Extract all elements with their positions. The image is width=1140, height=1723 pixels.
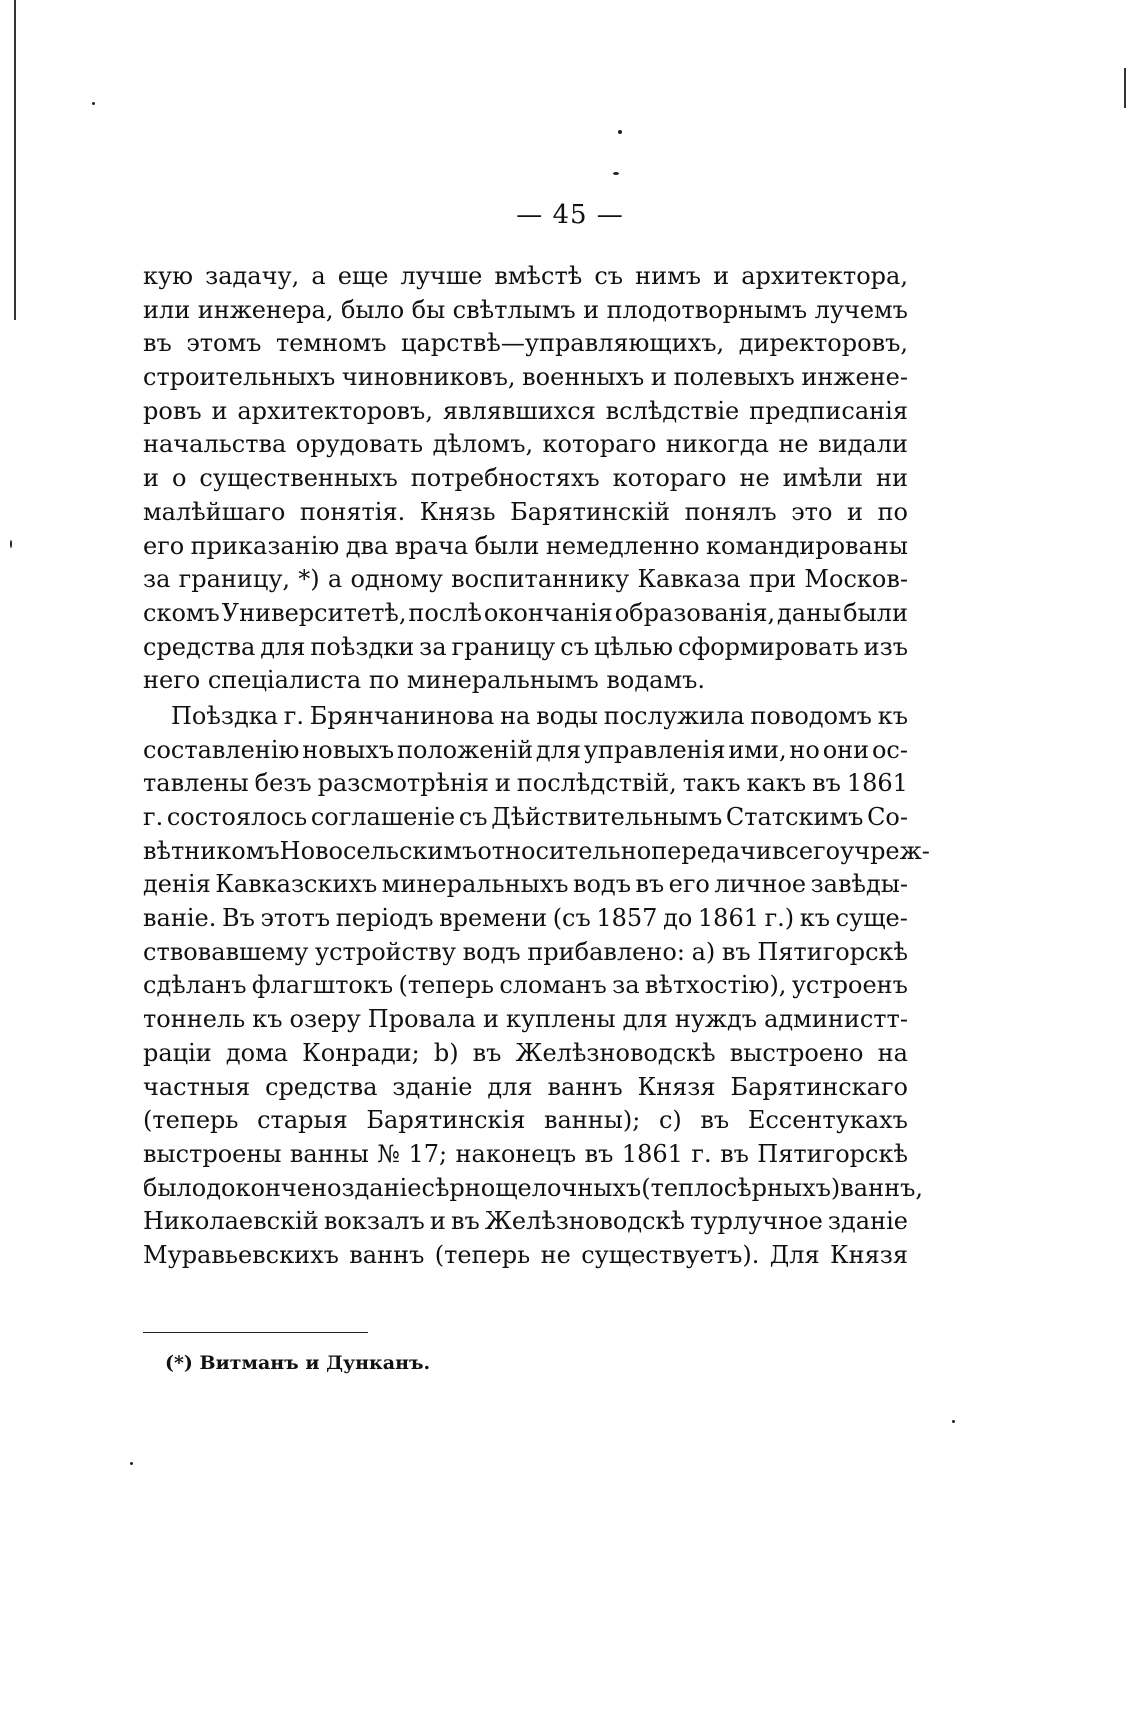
word: полевыхъ (673, 363, 795, 392)
ink-speck (618, 130, 622, 134)
word: архитекторовъ, (237, 396, 433, 425)
word: Желѣзноводскѣ (515, 1038, 716, 1067)
word: водъ (572, 870, 631, 899)
word: одному (350, 565, 443, 594)
word: личное (714, 870, 807, 899)
word: г. (283, 701, 304, 730)
word: 1861 (621, 1139, 683, 1168)
ink-speck (613, 172, 619, 175)
word: спеціалиста (207, 666, 369, 695)
word: зданіе (392, 1072, 473, 1101)
word: а (327, 565, 343, 594)
word: г. (691, 1139, 712, 1168)
word: выстроены (143, 1139, 282, 1168)
word: немедленно (545, 531, 700, 560)
word: b) (433, 1038, 459, 1067)
word: вокзалъ (323, 1207, 425, 1236)
word: воспитаннику (451, 565, 630, 594)
word: ванны (289, 1139, 369, 1168)
word: начальства (143, 430, 287, 459)
word: Провала (367, 1005, 476, 1034)
word: по (368, 666, 407, 695)
word: но (789, 735, 820, 764)
word: котораго (612, 464, 727, 493)
word: періодъ (335, 904, 434, 933)
word: за (143, 565, 171, 594)
word: воды (536, 701, 598, 730)
word: Желѣзноводскѣ (484, 1207, 685, 1236)
word: зданіе (827, 1207, 908, 1236)
word: минеральнымъ (406, 666, 607, 695)
word: ос- (871, 735, 908, 764)
word: малѣйшаго (143, 497, 286, 526)
word: сѣрнощелочныхъ (421, 1173, 642, 1202)
word: флагштокъ (251, 971, 394, 1000)
word: о (171, 464, 187, 493)
word: 1861 (697, 904, 759, 933)
text-line-18 (143, 835, 930, 869)
word: Дѣйствительнымъ (491, 803, 723, 831)
text-line-17 (143, 801, 908, 835)
word: Барятинскаго (730, 1072, 908, 1101)
ink-speck (10, 540, 12, 548)
word: не (739, 464, 770, 493)
text-line-3 (143, 327, 908, 361)
word: завѣды- (810, 870, 908, 899)
word: этомъ (186, 329, 262, 358)
text-line-5 (143, 395, 908, 429)
word: понятія. (299, 497, 406, 526)
word: докончено (206, 1173, 342, 1202)
word: по (877, 497, 908, 526)
word: нимъ (635, 262, 702, 290)
text-line-1 (143, 260, 908, 294)
text-line-29 (143, 1205, 908, 1239)
word: архитектора, (741, 262, 908, 290)
word: Кавказскихъ (215, 870, 378, 899)
word: сломанъ (499, 971, 607, 1000)
text-line-20 (143, 902, 908, 936)
word: 17; (408, 1139, 448, 1168)
word: котораго (542, 430, 657, 459)
word: него (143, 666, 208, 695)
word: два (345, 531, 389, 560)
text-line-7 (143, 462, 908, 496)
word: въ (721, 937, 751, 966)
word: Поѣздка (171, 701, 279, 730)
ink-speck (92, 102, 95, 105)
word: такъ (682, 769, 741, 798)
word: суще- (835, 904, 908, 933)
word: къ (799, 904, 831, 933)
word: состоялось (166, 803, 308, 831)
text-line-8 (143, 496, 908, 530)
word: водамъ. (606, 666, 706, 695)
page-number: — 45 — (516, 200, 624, 230)
word: было (340, 295, 405, 324)
word: соглашеніе (310, 803, 456, 831)
word: для (622, 1005, 668, 1034)
word: ваннъ (547, 1072, 623, 1101)
word: предписанія (749, 396, 908, 425)
text-line-23 (143, 1003, 908, 1037)
word: Барятинскій (510, 497, 671, 526)
word: послѣдствій, (516, 769, 677, 798)
margin-rule-left (14, 0, 16, 320)
text-line-27 (143, 1138, 908, 1172)
word: въ (451, 1207, 480, 1236)
word: съ (594, 262, 624, 290)
word: Пятигорскѣ (757, 1139, 908, 1168)
word: Брянчанинова (309, 701, 495, 730)
word: минеральныхъ (381, 870, 569, 899)
word: никогда (665, 430, 769, 459)
word: поѣздки (310, 632, 415, 661)
word: съ (458, 803, 488, 831)
word: *) (298, 565, 320, 594)
word: были (474, 531, 540, 560)
word: (теперь (434, 1240, 531, 1269)
word: это (791, 497, 833, 526)
word: средства (143, 632, 256, 661)
text-line-24 (143, 1037, 908, 1071)
word: бы (411, 295, 446, 324)
body-text (143, 260, 930, 1273)
word: Въ (221, 904, 255, 933)
word: даны (777, 598, 842, 627)
word: они (822, 735, 870, 764)
word: окончанія (483, 598, 613, 627)
word: послужила (603, 701, 745, 730)
word: старыя (257, 1106, 348, 1135)
word: Москов- (804, 565, 908, 594)
word: и (494, 769, 511, 798)
word: передачи (651, 836, 772, 865)
text-line-14 (143, 700, 908, 734)
word: въ (143, 329, 172, 358)
word: задачу, (205, 262, 300, 290)
word: управленія (583, 735, 726, 764)
word: г. (143, 803, 164, 831)
word: сформировать (678, 632, 859, 661)
word: и (583, 295, 600, 324)
word: къ (877, 701, 908, 730)
word: Князь (419, 497, 496, 526)
word: чиновниковъ, (341, 363, 516, 392)
word: и (713, 262, 730, 290)
word: Князя (830, 1240, 908, 1269)
word: зданіе (341, 1173, 422, 1202)
ink-speck (130, 1462, 133, 1465)
word: темномъ (275, 329, 387, 358)
word: Конради; (302, 1038, 420, 1067)
word: видали (818, 430, 908, 459)
word: свѣтлымъ (452, 295, 576, 324)
word: устроенъ (791, 971, 908, 1000)
word: Николаевскій (143, 1207, 319, 1236)
word: въ (720, 1139, 749, 1168)
word: для (535, 735, 582, 764)
word: г.) (764, 904, 795, 933)
word: Ессентукахъ (747, 1106, 908, 1135)
word: поводомъ (750, 701, 872, 730)
word: с) (658, 1106, 682, 1135)
word: понялъ (684, 497, 777, 526)
word: наконецъ (455, 1139, 577, 1168)
word: (теперь (398, 971, 494, 1000)
word: ваннъ (349, 1240, 425, 1269)
word: тоннель (143, 1005, 246, 1034)
word: и (143, 464, 159, 493)
word: вмѣстѣ (494, 262, 583, 290)
word: вѣтникомъ (143, 836, 280, 865)
word: Князя (637, 1072, 716, 1101)
word: еще (337, 262, 389, 290)
word: при (748, 565, 797, 594)
text-line-11 (143, 597, 908, 631)
word: за (419, 632, 447, 661)
word: не (540, 1240, 571, 1269)
word: Со- (867, 803, 908, 831)
word: Муравьевскихъ (143, 1240, 339, 1269)
word: кую (143, 262, 194, 290)
word: средства (265, 1072, 378, 1101)
word: учреж- (840, 836, 930, 865)
text-line-25 (143, 1071, 908, 1105)
footnote-rule (143, 1332, 368, 1333)
word: не (778, 430, 809, 459)
word: частныя (143, 1072, 251, 1101)
text-line-6 (143, 428, 908, 462)
word: на (500, 701, 531, 730)
word: и (650, 363, 667, 392)
word: водъ (462, 937, 521, 966)
text-line-19 (143, 868, 908, 902)
word: 1861 (846, 769, 908, 798)
word: послѣ (408, 598, 482, 627)
word: какъ (746, 769, 807, 798)
word: лучемъ (814, 295, 908, 324)
text-line-9 (143, 530, 908, 564)
text-line-21 (143, 936, 908, 970)
word: за (612, 971, 640, 1000)
word: прибавлено: (527, 937, 685, 966)
word: этотъ (260, 904, 331, 933)
word: сдѣланъ (143, 971, 247, 1000)
word: изъ (863, 632, 908, 661)
word: и (429, 1207, 446, 1236)
word: его (668, 870, 710, 899)
word: съ (560, 632, 589, 661)
word: а (311, 262, 326, 290)
word: ванны); (543, 1106, 641, 1135)
word: для (260, 632, 306, 661)
word: (теперь (143, 1106, 239, 1135)
word: дома (225, 1038, 289, 1067)
text-line-2 (143, 294, 908, 328)
word: было (143, 1173, 207, 1202)
word: Пятигорскѣ (757, 937, 908, 966)
word: имѣли (782, 464, 864, 493)
word: безъ (254, 769, 312, 798)
word: или (143, 295, 191, 324)
text-line-16 (143, 767, 908, 801)
text-line-12 (143, 631, 908, 665)
word: ствовавшему (143, 937, 309, 966)
text-line-26 (143, 1104, 908, 1138)
word: № (377, 1139, 400, 1168)
word: до (663, 904, 693, 933)
text-line-13 (143, 664, 908, 698)
word: ваннъ, (840, 1173, 923, 1202)
word: орудовать (295, 430, 424, 459)
word: къ (252, 1005, 283, 1034)
word: въ (812, 769, 841, 798)
word: куплены (505, 1005, 616, 1034)
word: являвшихся (442, 396, 596, 425)
word: всего (771, 836, 841, 865)
word: врача (394, 531, 469, 560)
word: выстроено (729, 1038, 864, 1067)
word: существенныхъ (199, 464, 398, 493)
word: цѣлью (593, 632, 674, 661)
word: потребностяхъ (410, 464, 600, 493)
word: (теплосѣрныхъ) (641, 1173, 841, 1202)
word: дѣломъ, (432, 430, 534, 459)
word: Кавказа (637, 565, 741, 594)
word: вслѣдствіе (605, 396, 740, 425)
word: турлучное (690, 1207, 823, 1236)
word: границу, (178, 565, 291, 594)
text-line-30 (143, 1239, 908, 1273)
word: ими, (728, 735, 787, 764)
footnote: (*) Витманъ и Дунканъ. (165, 1352, 431, 1374)
word: въ (700, 1106, 730, 1135)
word: положеній (396, 735, 534, 764)
text-line-15 (143, 734, 908, 768)
word: для (487, 1072, 533, 1101)
word: раціи (143, 1038, 212, 1067)
word: его (143, 531, 185, 560)
word: въ (472, 1038, 502, 1067)
text-line-4 (143, 361, 908, 395)
word: (съ (552, 904, 591, 933)
margin-rule-right (1124, 68, 1126, 108)
text-line-28 (143, 1172, 923, 1206)
word: границу (451, 632, 556, 661)
word: въ (635, 870, 665, 899)
word: администт- (764, 1005, 908, 1034)
word: разсмотрѣнія (317, 769, 489, 798)
word: ваніе. (143, 904, 217, 933)
word: командированы (706, 531, 908, 560)
word: инженера, (197, 295, 334, 324)
word: а) (691, 937, 716, 966)
text-line-22 (143, 969, 908, 1003)
ink-speck (952, 1420, 955, 1423)
word: Статскимъ (725, 803, 864, 831)
word: приказанію (190, 531, 340, 560)
word: плодотворнымъ (606, 295, 808, 324)
word: лучше (400, 262, 483, 290)
word: тавлены (143, 769, 249, 798)
word: и (482, 1005, 499, 1034)
word: въ (584, 1139, 614, 1168)
word: строительныхъ (143, 363, 336, 392)
word: нуждъ (674, 1005, 758, 1034)
word: новыхъ (302, 735, 395, 764)
word: вѣтхостію), (644, 971, 787, 1000)
word: на (877, 1038, 908, 1067)
word: денія (143, 870, 211, 899)
word: ровъ (143, 396, 202, 425)
word: составленію (143, 735, 300, 764)
word: и (211, 396, 228, 425)
word: озеру (289, 1005, 361, 1034)
text-line-10 (143, 563, 908, 597)
word: директоровъ, (738, 329, 908, 358)
word: царствѣ—управляющихъ, (401, 329, 725, 358)
word: военныхъ (522, 363, 645, 392)
word: времени (439, 904, 548, 933)
word: 1857 (596, 904, 658, 933)
word: ни (875, 464, 908, 493)
word: Новосельскимъ (279, 836, 478, 865)
word: существуетъ). (581, 1240, 760, 1269)
word: Барятинскія (366, 1106, 526, 1135)
word: инжене- (801, 363, 908, 392)
word: образованія, (614, 598, 776, 627)
word: устройству (314, 937, 456, 966)
word: относительно (477, 836, 652, 865)
word: и (846, 497, 863, 526)
word: Для (769, 1240, 820, 1269)
word: Университетѣ, (221, 598, 407, 627)
word: скомъ (143, 598, 220, 627)
word: были (843, 598, 908, 627)
